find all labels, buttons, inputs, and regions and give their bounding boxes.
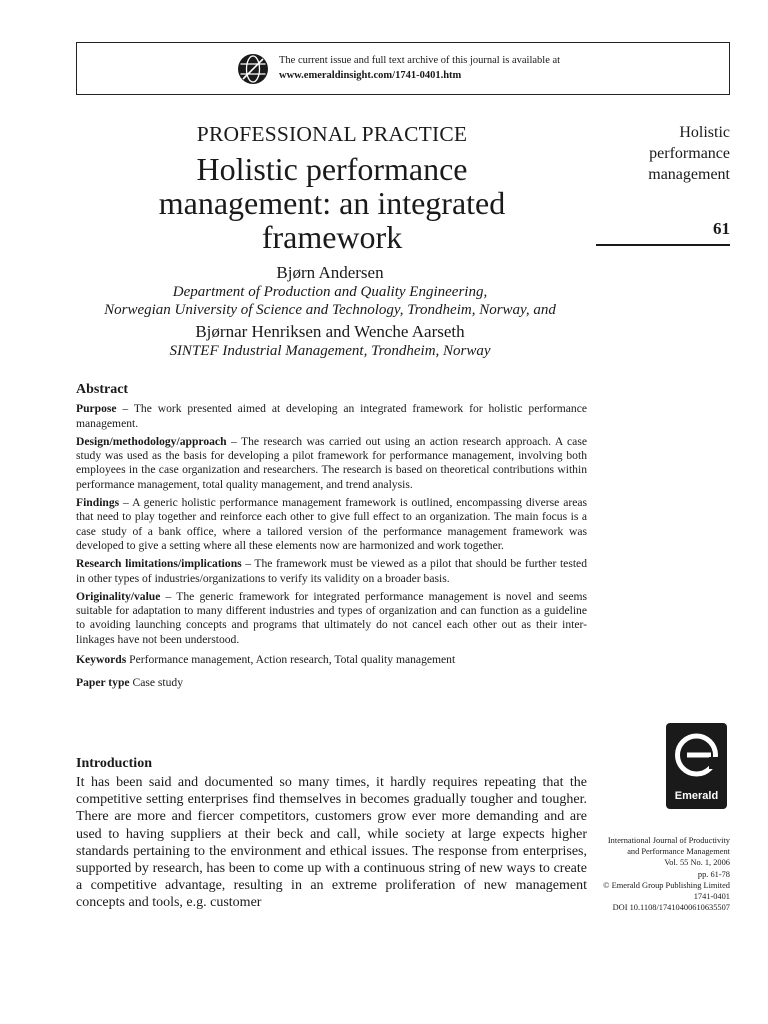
citation-line: International Journal of Productivity (607, 836, 730, 845)
abstract-findings (76, 496, 587, 553)
citation-line: Vol. 55 No. 1, 2006 (664, 858, 730, 868)
section-label: Originality/value (76, 589, 161, 603)
paper-type-label: Paper type (76, 676, 130, 690)
citation-line: and Performance Management (627, 847, 730, 857)
emerald-logo (666, 723, 727, 809)
journal-archive-banner (76, 42, 730, 95)
divider (596, 244, 730, 246)
section-text: – The generic framework for integrated performance management is novel and seems suitable for adaptation to many different industries and types of organization and can function as a guideline to avoiding launching concepts and programs that ultimately do not cancel each other out as their inter-linkages have not been understood. (76, 589, 587, 646)
author-affiliation: Norwegian University of Science and Technology, Trondheim, Norway, and (104, 302, 556, 318)
section-label: Design/methodology/approach (76, 434, 227, 448)
abstract-originality (76, 590, 587, 647)
title-line: management: an integrated (158, 185, 506, 221)
journal-url-link[interactable]: www.emeraldinsight.com/1741-0401.htm (279, 70, 462, 81)
section-label: Research limitations/implications (76, 557, 242, 571)
section-text: – The work presented aimed at developing an integrated framework for holistic performance management. (76, 402, 587, 430)
paper-title (76, 152, 588, 254)
intro-body: It has been said and documented so many times, it hardly requires repeating that the competitive setting enterprises find themselves in becomes gradually tougher and tougher. There are more and fiercer competitors, customers grow ever more demanding and are used to having suppliers at their beck and call, while society at large expects higher standards pertaining to the environment and ethical issues. The response from enterprises, supported by research, has been to come up with a continuous string of new ways to create a competitive advantage, resulting in an extreme proliferation of new management concepts and tools, e.g. customer (76, 775, 587, 911)
running-title (580, 122, 730, 185)
paper-type (76, 676, 587, 690)
running-title-line: Holistic (679, 124, 730, 141)
authors-block (60, 262, 600, 360)
section-label: Findings (76, 496, 120, 510)
abstract (76, 383, 587, 695)
abstract-heading: Abstract (76, 382, 129, 397)
author-name: Bjørn Andersen (276, 263, 384, 282)
citation-line: DOI 10.1108/17410400610635507 (612, 903, 730, 913)
citation-line: 1741-0401 (693, 892, 730, 902)
abstract-purpose (76, 402, 587, 431)
section-label: PROFESSIONAL PRACTICE (196, 122, 468, 146)
author-affiliation: SINTEF Industrial Management, Trondheim, Norway (169, 343, 491, 359)
section-text: – The framework must be viewed as a pilot that should be further tested in other types of industries/organizations to verify its validity on a broader basis. (76, 557, 587, 585)
logo-text: Emerald (674, 790, 719, 802)
running-title-line: management (648, 166, 730, 183)
running-title-line: performance (649, 145, 730, 162)
banner-text: The current issue and full text archive of this journal is available at (279, 55, 561, 66)
author-name: Bjørnar Henriksen and Wenche Aarseth (195, 322, 465, 341)
citation-info (560, 835, 730, 913)
emerald-e-icon (673, 731, 720, 787)
title-line: Holistic performance (196, 151, 468, 187)
intro-heading: Introduction (76, 756, 152, 771)
keywords-text: Performance management, Action research, Total quality management (126, 653, 456, 667)
globe-icon (237, 53, 269, 85)
citation-line: pp. 61-78 (697, 869, 730, 879)
abstract-limitations (76, 557, 587, 586)
section-text: – A generic holistic performance management framework is outlined, encompassing diverse areas that need to play together and reinforce each other to give full effect to an organization. The main focus is a case study of a bank office, where a tailored version of the performance management framework was developed to give a setting where all these elements now are harmonized and work together. (76, 496, 587, 552)
author-affiliation: Department of Production and Quality Engineering, (172, 284, 488, 300)
introduction (76, 756, 587, 912)
section-label: Purpose (76, 402, 117, 416)
paper-type-text: Case study (129, 676, 184, 690)
section-text: – The research was carried out using an action research approach. A case study was used as the basis for developing a pilot framework for performance management, involving both employees in the case organization and researchers. The research is based on theoretical contributions within performance management, total quality management, and trend analysis. (76, 434, 587, 491)
title-line: framework (261, 219, 403, 255)
abstract-design (76, 435, 587, 492)
keywords-label: Keywords (76, 653, 127, 667)
citation-line: © Emerald Group Publishing Limited (603, 880, 730, 890)
page-number: 61 (713, 219, 730, 238)
keywords (76, 653, 587, 667)
